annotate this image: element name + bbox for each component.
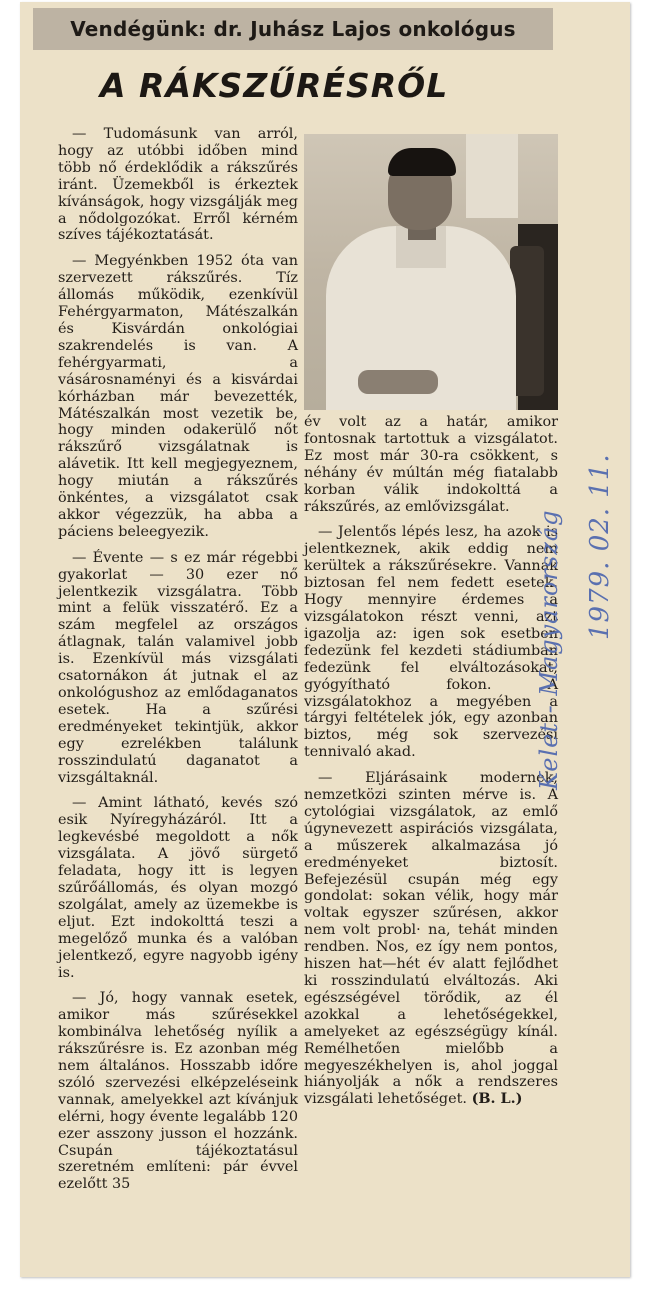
article-column-right: [304, 414, 558, 1117]
paragraph: [304, 770, 558, 1108]
handwritten-source-note: Kelet - Magyarország: [535, 509, 563, 790]
kicker-text: Vendégünk: dr. Juhász Lajos onkológus: [70, 17, 516, 41]
portrait-photo: [304, 134, 558, 410]
paragraph: — Jelentős lépés lesz, ha azok is jelentkeznek, akik eddig nem kerültek a rákszűrésekre. Vannak biztosan fel nem fedett esetek. Hogy mennyire érdemes a vizsgálatokon részt venni, azt igazolja az: igen sok esetben fedezünk fel kezdeti stádiumban fedezünk fel elváltozásokat, gyógyítható fokon. A vizsgálatokhoz a megyében a tárgyi feltételek jók, egy azonban biztos, még sok szervezési tennivaló akad.: [304, 524, 558, 761]
paragraph: — Tudomásunk van arról, hogy az utóbbi időben mind több nő érdeklődik a rákszűrés iránt. Üzemekből is érkeztek kívánságok, hogy vizsgálják meg a nődolgozókat. Erről kérném szíves tájékoztatását.: [58, 126, 298, 244]
author-signature: (B. L.): [471, 1090, 523, 1108]
article-headline: A RÁKSZŰRÉSRŐL: [100, 66, 449, 105]
handwritten-date-note: 1979. 02. 11.: [585, 453, 615, 640]
paragraph: — Jó, hogy vannak esetek, amikor más szűrésekkel kombinálva lehetőség nyílik a rákszűrésre is. Ez azonban még nem általános. Hosszabb időre szóló szervezési elképzeléseink vannak, amelyekkel azt kívánjuk elérni, hogy évente legalább 120 ezer asszony jusson el hozzánk. Csupán tájékoztatásul szeretném említeni: pár évvel ezelőtt 35: [58, 990, 298, 1193]
article-column-left: [58, 126, 298, 1202]
paragraph-text: — Eljárásaink modernek, nemzetközi szinten mérve is. A cytológiai vizsgálatok, az emlő úgynevezett aspirációs vizsgálata, a műszerek alkalmazása jó eredményeket biztosít. Befejezésül csupán még egy gondolat: sokan vélik, hogy már voltak egyszer szűrésen, akkor nem volt probl· na, tehát minden rendben. Nos, ez így nem pontos, hiszen hat—hét év alatt fejlődhet ki rosszindulatú elváltozás. Aki egészségével törődik, az él azokkal a lehetőségekkel, amelyeket az egészségügy kínál. Remélhetően mielőbb a megyeszékhelyen is, ahol joggal hiányolják a nők a rendszeres vizsgálati lehetőséget.: [304, 770, 558, 1108]
paragraph: — Évente — s ez már régebbi gyakorlat — 30 ezer nő jelentkezik vizsgálatra. Több mint a felük visszatérő. Ez a szám megfelel az országos átlagnak, talán valamivel jobb is. Ezenkívül más vizsgálati csatornákon át jutnak el az onkológushoz az emlődaganatos esetek. Ha a szűrési eredményeket tekintjük, akkor egy ezrelékben találunk rosszindulatú daganatot a vizsgáltaknál.: [58, 549, 298, 786]
paragraph: — Megyénkben 1952 óta van szervezett rákszűrés. Tíz állomás működik, ezenkívül Fehérgyarmaton, Mátészalkán és Kisvárdán onkológiai szakrendelés is van. A fehérgyarmati, a vásárosnaményi és a kisvárdai kórházban már bevezették, Mátészalkán most vezetik be, hogy minden odakerülő nőt rákszűrő vizsgálatnak is alávetik. Itt kell megjegyeznem, hogy miután a rákszűrés önkéntes, a vizsgálatot csak akkor végezzük, ha abba a páciens beleegyezik.: [58, 253, 298, 540]
kicker-band: [33, 8, 553, 50]
paragraph: — Amint látható, kevés szó esik Nyíregyházáról. Itt a legkevésbé megoldott a nők vizsgálata. A jövő sürgető feladata, hogy itt is legyen szűrőállomás, és olyan mozgó szolgálat, amely az üzemekbe is eljut. Ezt indokolttá teszi a megelőző munka és a valóban jelentkező, egyre nagyobb igény is.: [58, 795, 298, 981]
paragraph: év volt az a határ, amikor fontosnak tartottuk a vizsgálatot. Ez most már 30-ra csökkent, s néhány év múltán még fiatalabb korban válik indokolttá a rákszűrés, az emlővizsgálat.: [304, 414, 558, 515]
